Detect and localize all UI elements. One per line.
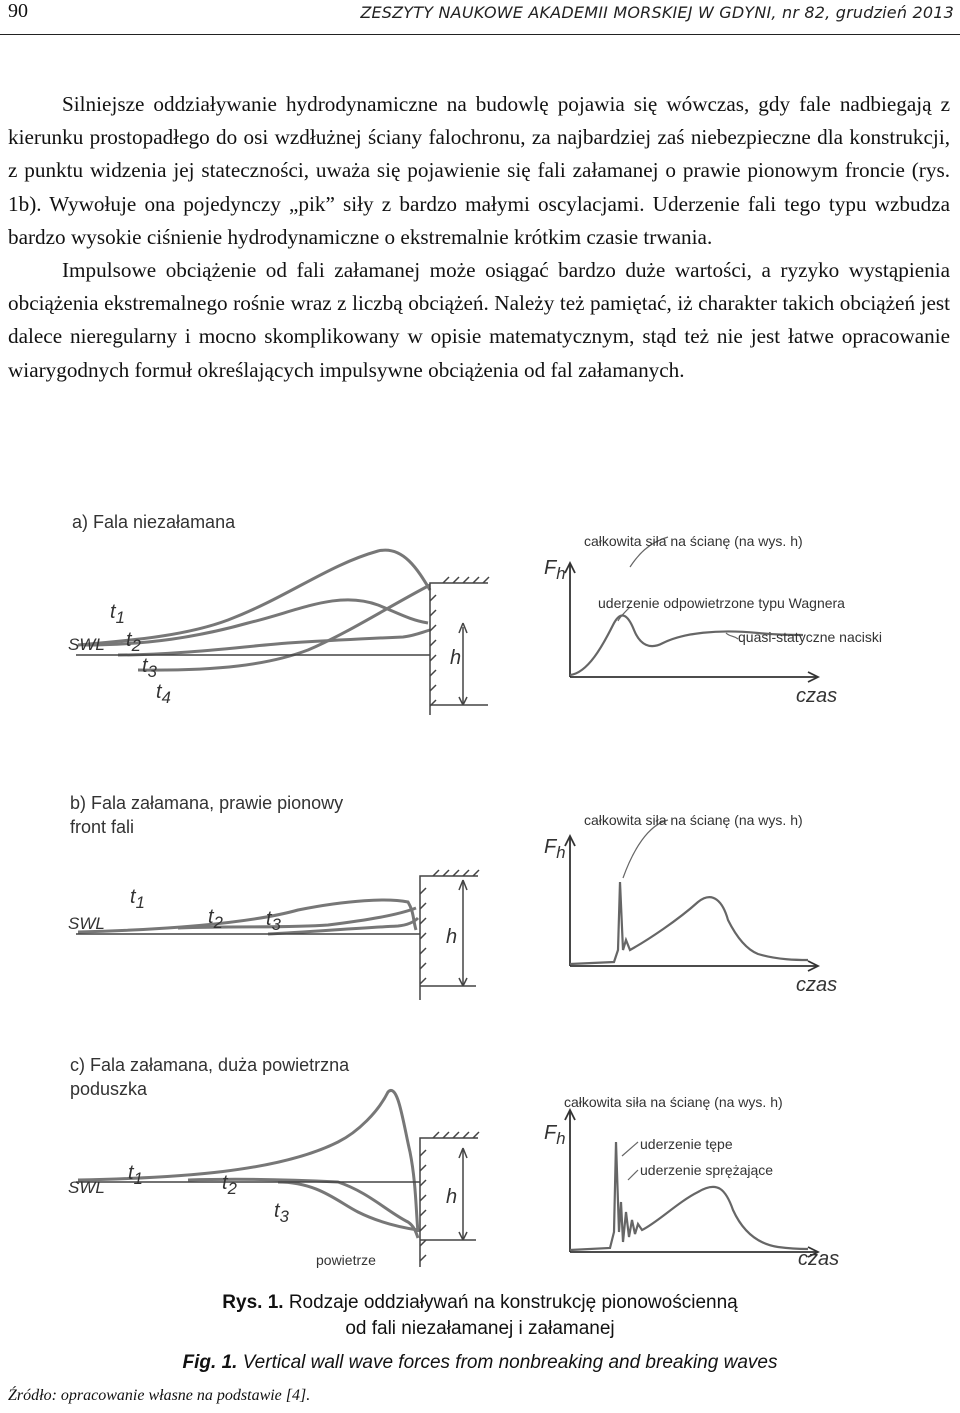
label-swl-b: SWL — [68, 914, 105, 933]
figure-panel-c — [58, 1052, 858, 1277]
caption-en — [0, 1352, 960, 1374]
label-swl-a: SWL — [68, 635, 105, 654]
label-swl-c: SWL — [68, 1178, 105, 1197]
label-t3-c: $t_3$ — [274, 1200, 289, 1226]
label-t2-c: $t_2$ — [222, 1172, 237, 1198]
force-axes-b — [565, 836, 818, 971]
body-text — [8, 88, 950, 387]
label-t2-b: $t_2$ — [208, 906, 223, 932]
label-h-a: h — [450, 647, 462, 669]
panel-c-title-1: c) Fala załamana, duża powietrzna — [70, 1055, 350, 1075]
label-czas-b: czas — [796, 974, 838, 996]
paragraph-2: Impulsowe obciążenie od fali załamanej może osiągać bardzo duże wartości, a ryzyko wystąpienia obciążenia ekstremalnego rośnie wraz z liczbą obciążeń. Należy też pamiętać, iż charakter takich obciążeń jest dalece nieregularny i mocno skomplikowany w opisie matematycznym, stąd też nie jest łatwe opracowanie wiarygodnych formuł określających impulsywne obciążenia od fal załamanych. — [8, 258, 950, 382]
wall-a — [430, 577, 489, 715]
label-t1-c: $t_1$ — [128, 1162, 143, 1188]
caption-pl-text-1: Rodzaje oddziaływań na konstrukcję pionowościenną — [288, 1292, 738, 1313]
page-number: 90 — [8, 0, 28, 22]
leaders-c — [622, 1142, 638, 1180]
paragraph-1: Silniejsze oddziaływanie hydrodynamiczne na budowlę pojawia się wówczas, gdy fale nadbiegają z kierunku prostopadłego do osi wzdłużnej ściany falochronu, za najbardziej zaś niebezpieczne dla konstrukcji, z punktu widzenia jej stateczności, uważa się pojawienie się fali załamanej o prawie pionowym froncie (rys. 1b). Wywołuje ona pojedynczy „pik” siły z bardzo małymi oscylacjami. Uderzenie fali tego typu wzbudza bardzo wysokie ciśnienie hydrodynamiczne o ekstremalnie krótkim czasie trwania. — [8, 92, 950, 249]
panel-a-title: a) Fala niezałamana — [72, 512, 236, 532]
label-fh-a: $F_h$ — [544, 557, 566, 583]
running-head: ZESZYTY NAUKOWE AKADEMII MORSKIEJ W GDYNI, nr 82, grudzień 2013 — [360, 3, 954, 22]
annot-total-c: całkowita siła na ścianę (na wys. h) — [564, 1094, 783, 1110]
force-curve-a — [570, 616, 803, 675]
label-air-c: powietrze — [316, 1252, 376, 1268]
force-curve-c — [570, 1142, 808, 1250]
label-fh-c: $F_h$ — [544, 1122, 566, 1148]
force-axes-a — [565, 563, 818, 682]
caption-pl-line1 — [0, 1292, 960, 1314]
label-t1-a: $t_1$ — [110, 601, 125, 627]
label-czas-a: czas — [796, 685, 838, 707]
wave-t3 — [118, 630, 430, 655]
label-t4-a: $t_4$ — [156, 681, 171, 707]
label-h-c: h — [446, 1186, 458, 1208]
caption-pl-line2: od fali niezałamanej i załamanej — [345, 1318, 615, 1339]
label-czas-c: czas — [798, 1248, 840, 1270]
wave-t4 — [138, 585, 430, 670]
annot-quasi-a: quasi-statyczne naciski — [738, 629, 882, 645]
label-t2-a: $t_2$ — [126, 629, 141, 655]
annot-blunt-c: uderzenie tępe — [640, 1136, 733, 1152]
annot-total-a: całkowita siła na ścianę (na wys. h) — [584, 533, 803, 549]
caption-pl-label: Rys. 1. — [222, 1292, 284, 1313]
leaders-a — [618, 537, 738, 639]
figure-panel-a — [58, 505, 882, 720]
label-t3-a: $t_3$ — [142, 655, 157, 681]
label-fh-b: $F_h$ — [544, 836, 566, 862]
annot-compress-c: uderzenie sprężające — [640, 1162, 774, 1178]
wave-c-t3 — [278, 1182, 418, 1230]
force-curve-b — [570, 882, 808, 964]
caption-en-label: Fig. 1. — [182, 1352, 238, 1373]
panel-c-title-2: poduszka — [70, 1079, 148, 1099]
label-h-b: h — [446, 926, 458, 948]
figure-panel-b — [58, 790, 858, 1005]
annot-total-b: całkowita siła na ścianę (na wys. h) — [584, 812, 803, 828]
annot-wagner-a: uderzenie odpowietrzone typu Wagnera — [598, 595, 845, 611]
label-t1-b: $t_1$ — [130, 886, 145, 912]
source-note: Źródło: opracowanie własne na podstawie [4]. — [8, 1387, 311, 1404]
caption-en-text: Vertical wall wave forces from nonbreaking and breaking waves — [242, 1352, 778, 1373]
leader-b — [623, 820, 668, 878]
panel-b-title-1: b) Fala załamana, prawie pionowy — [70, 793, 344, 813]
force-axes-c — [565, 1110, 818, 1257]
label-t3-b: $t_3$ — [266, 908, 281, 934]
page-header — [0, 0, 960, 35]
panel-b-title-2: front fali — [70, 817, 135, 837]
